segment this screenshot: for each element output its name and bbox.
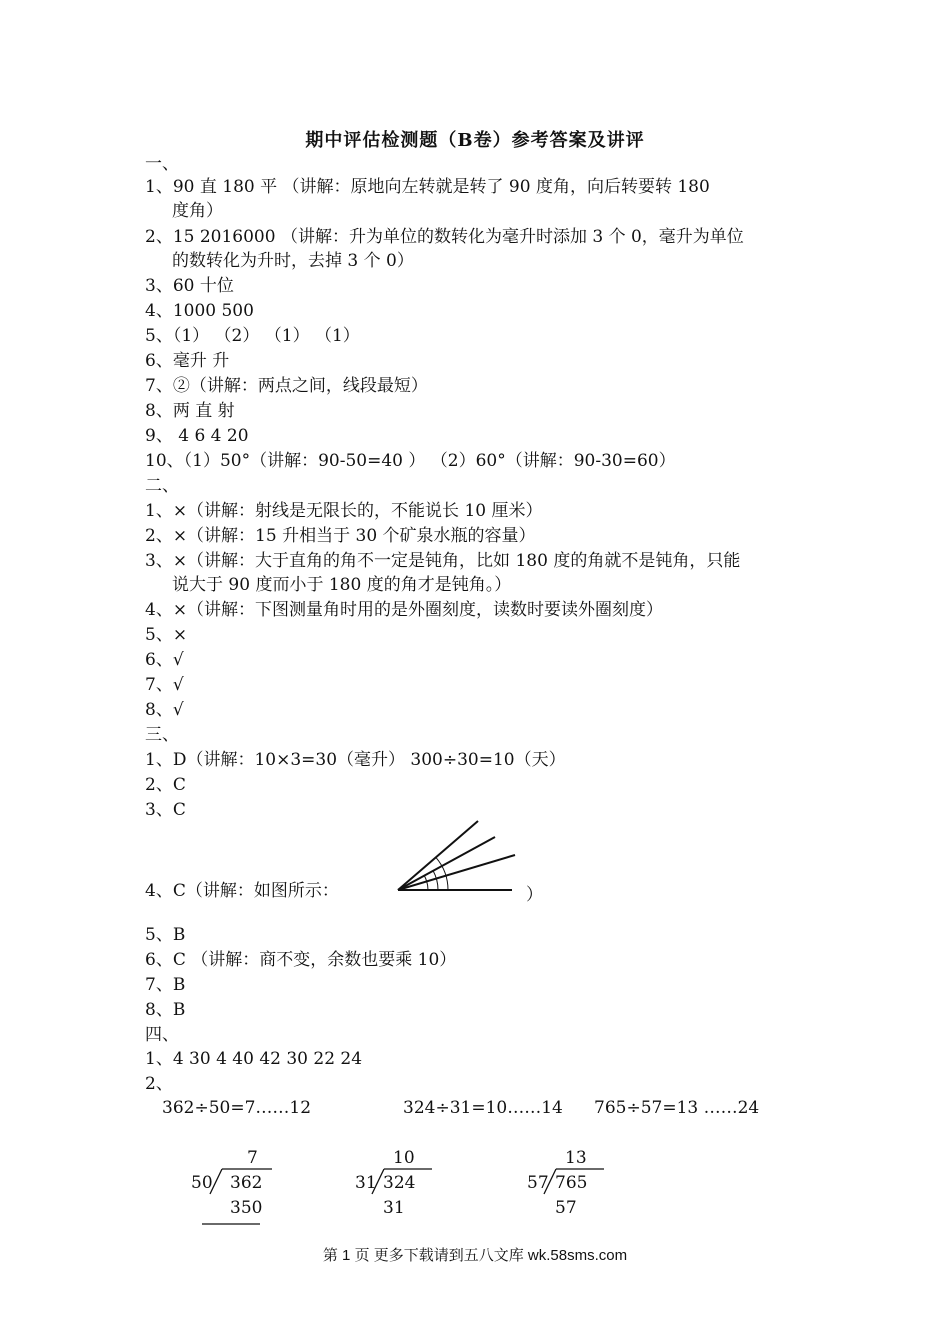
answer-line: 7、√ [145, 675, 184, 695]
answer-line: 4、×（讲解：下图测量角时用的是外圈刻度，读数时要读外圈刻度） [145, 600, 664, 620]
divisor: 50 [191, 1173, 213, 1193]
answer-line: 度角） [172, 201, 223, 221]
product: 31 [383, 1198, 405, 1218]
section-heading-2: 二、 [145, 476, 179, 496]
quotient: 7 [247, 1148, 258, 1168]
answer-line: 6、C （讲解：商不变，余数也要乘 10） [145, 950, 457, 970]
dividend: 324 [383, 1173, 416, 1193]
answer-line: 2、 [145, 1074, 173, 1094]
quotient: 13 [565, 1148, 587, 1168]
answer-line: 8、√ [145, 700, 184, 720]
answer-line: 的数转化为升时，去掉 3 个 0） [172, 251, 414, 271]
page-footer: 第 1 页 更多下载请到五八文库 wk.58sms.com [322, 1247, 628, 1264]
answer-line: 6、毫升 升 [145, 351, 230, 371]
answer-line: 9、 4 6 4 20 [145, 426, 249, 446]
division-equation: 324÷31=10……14 [403, 1098, 563, 1118]
answer-line: 1、90 直 180 平 （讲解：原地向左转就是转了 90 度角，向后转要转 180 [145, 177, 710, 197]
dividend: 362 [230, 1173, 263, 1193]
answer-line: 1、4 30 4 40 42 30 22 24 [145, 1049, 363, 1069]
answer-line: 2、×（讲解：15 升相当于 30 个矿泉水瓶的容量） [145, 526, 536, 546]
answer-line: 4、1000 500 [145, 301, 254, 321]
answer-line-end: ） [526, 885, 543, 905]
section-heading-1: 一、 [145, 154, 179, 174]
answer-line: 8、两 直 射 [145, 401, 235, 421]
answer-line: 3、×（讲解：大于直角的角不一定是钝角，比如 180 度的角就不是钝角，只能 [145, 551, 741, 571]
answer-line: 5、（1） （2） （1） （1） [145, 326, 360, 346]
answer-line: 8、B [145, 1000, 186, 1020]
subtraction-line [202, 1222, 262, 1226]
answer-line: 2、C [145, 775, 186, 795]
answer-line: 4、C（讲解：如图所示： [145, 881, 339, 901]
answer-line: 说大于 90 度而小于 180 度的角才是钝角。） [172, 575, 512, 595]
answer-line: 6、√ [145, 650, 184, 670]
answer-line: 7、B [145, 975, 186, 995]
product: 57 [555, 1198, 577, 1218]
answer-line: 3、C [145, 800, 186, 820]
answer-line: 2、15 2016000 （讲解：升为单位的数转化为毫升时添加 3 个 0，毫升为单位 [145, 227, 744, 247]
answer-line: 5、× [145, 625, 188, 645]
division-equation: 362÷50=7……12 [162, 1098, 312, 1118]
division-equation: 765÷57=13 ……24 [594, 1098, 760, 1118]
product: 350 [230, 1198, 263, 1218]
answer-line: 1、D（讲解：10×3=30（毫升） 300÷30=10（天） [145, 750, 566, 770]
quotient: 10 [393, 1148, 415, 1168]
answer-line: 7、②（讲解：两点之间，线段最短） [145, 376, 428, 396]
page-title: 期中评估检测题（B卷）参考答案及讲评 [305, 130, 645, 151]
divisor: 57 [527, 1173, 549, 1193]
answer-line: 10、（1）50°（讲解：90-50=40 ） （2）60°（讲解：90-30=60） [145, 451, 676, 471]
dividend: 765 [555, 1173, 588, 1193]
divisor: 31 [355, 1173, 377, 1193]
answer-line: 1、×（讲解：射线是无限长的，不能说长 10 厘米） [145, 501, 543, 521]
angle-diagram [390, 815, 530, 900]
answer-line: 3、60 十位 [145, 276, 234, 296]
section-heading-4: 四、 [145, 1025, 179, 1045]
answer-line: 5、B [145, 925, 186, 945]
section-heading-3: 三、 [145, 725, 179, 745]
